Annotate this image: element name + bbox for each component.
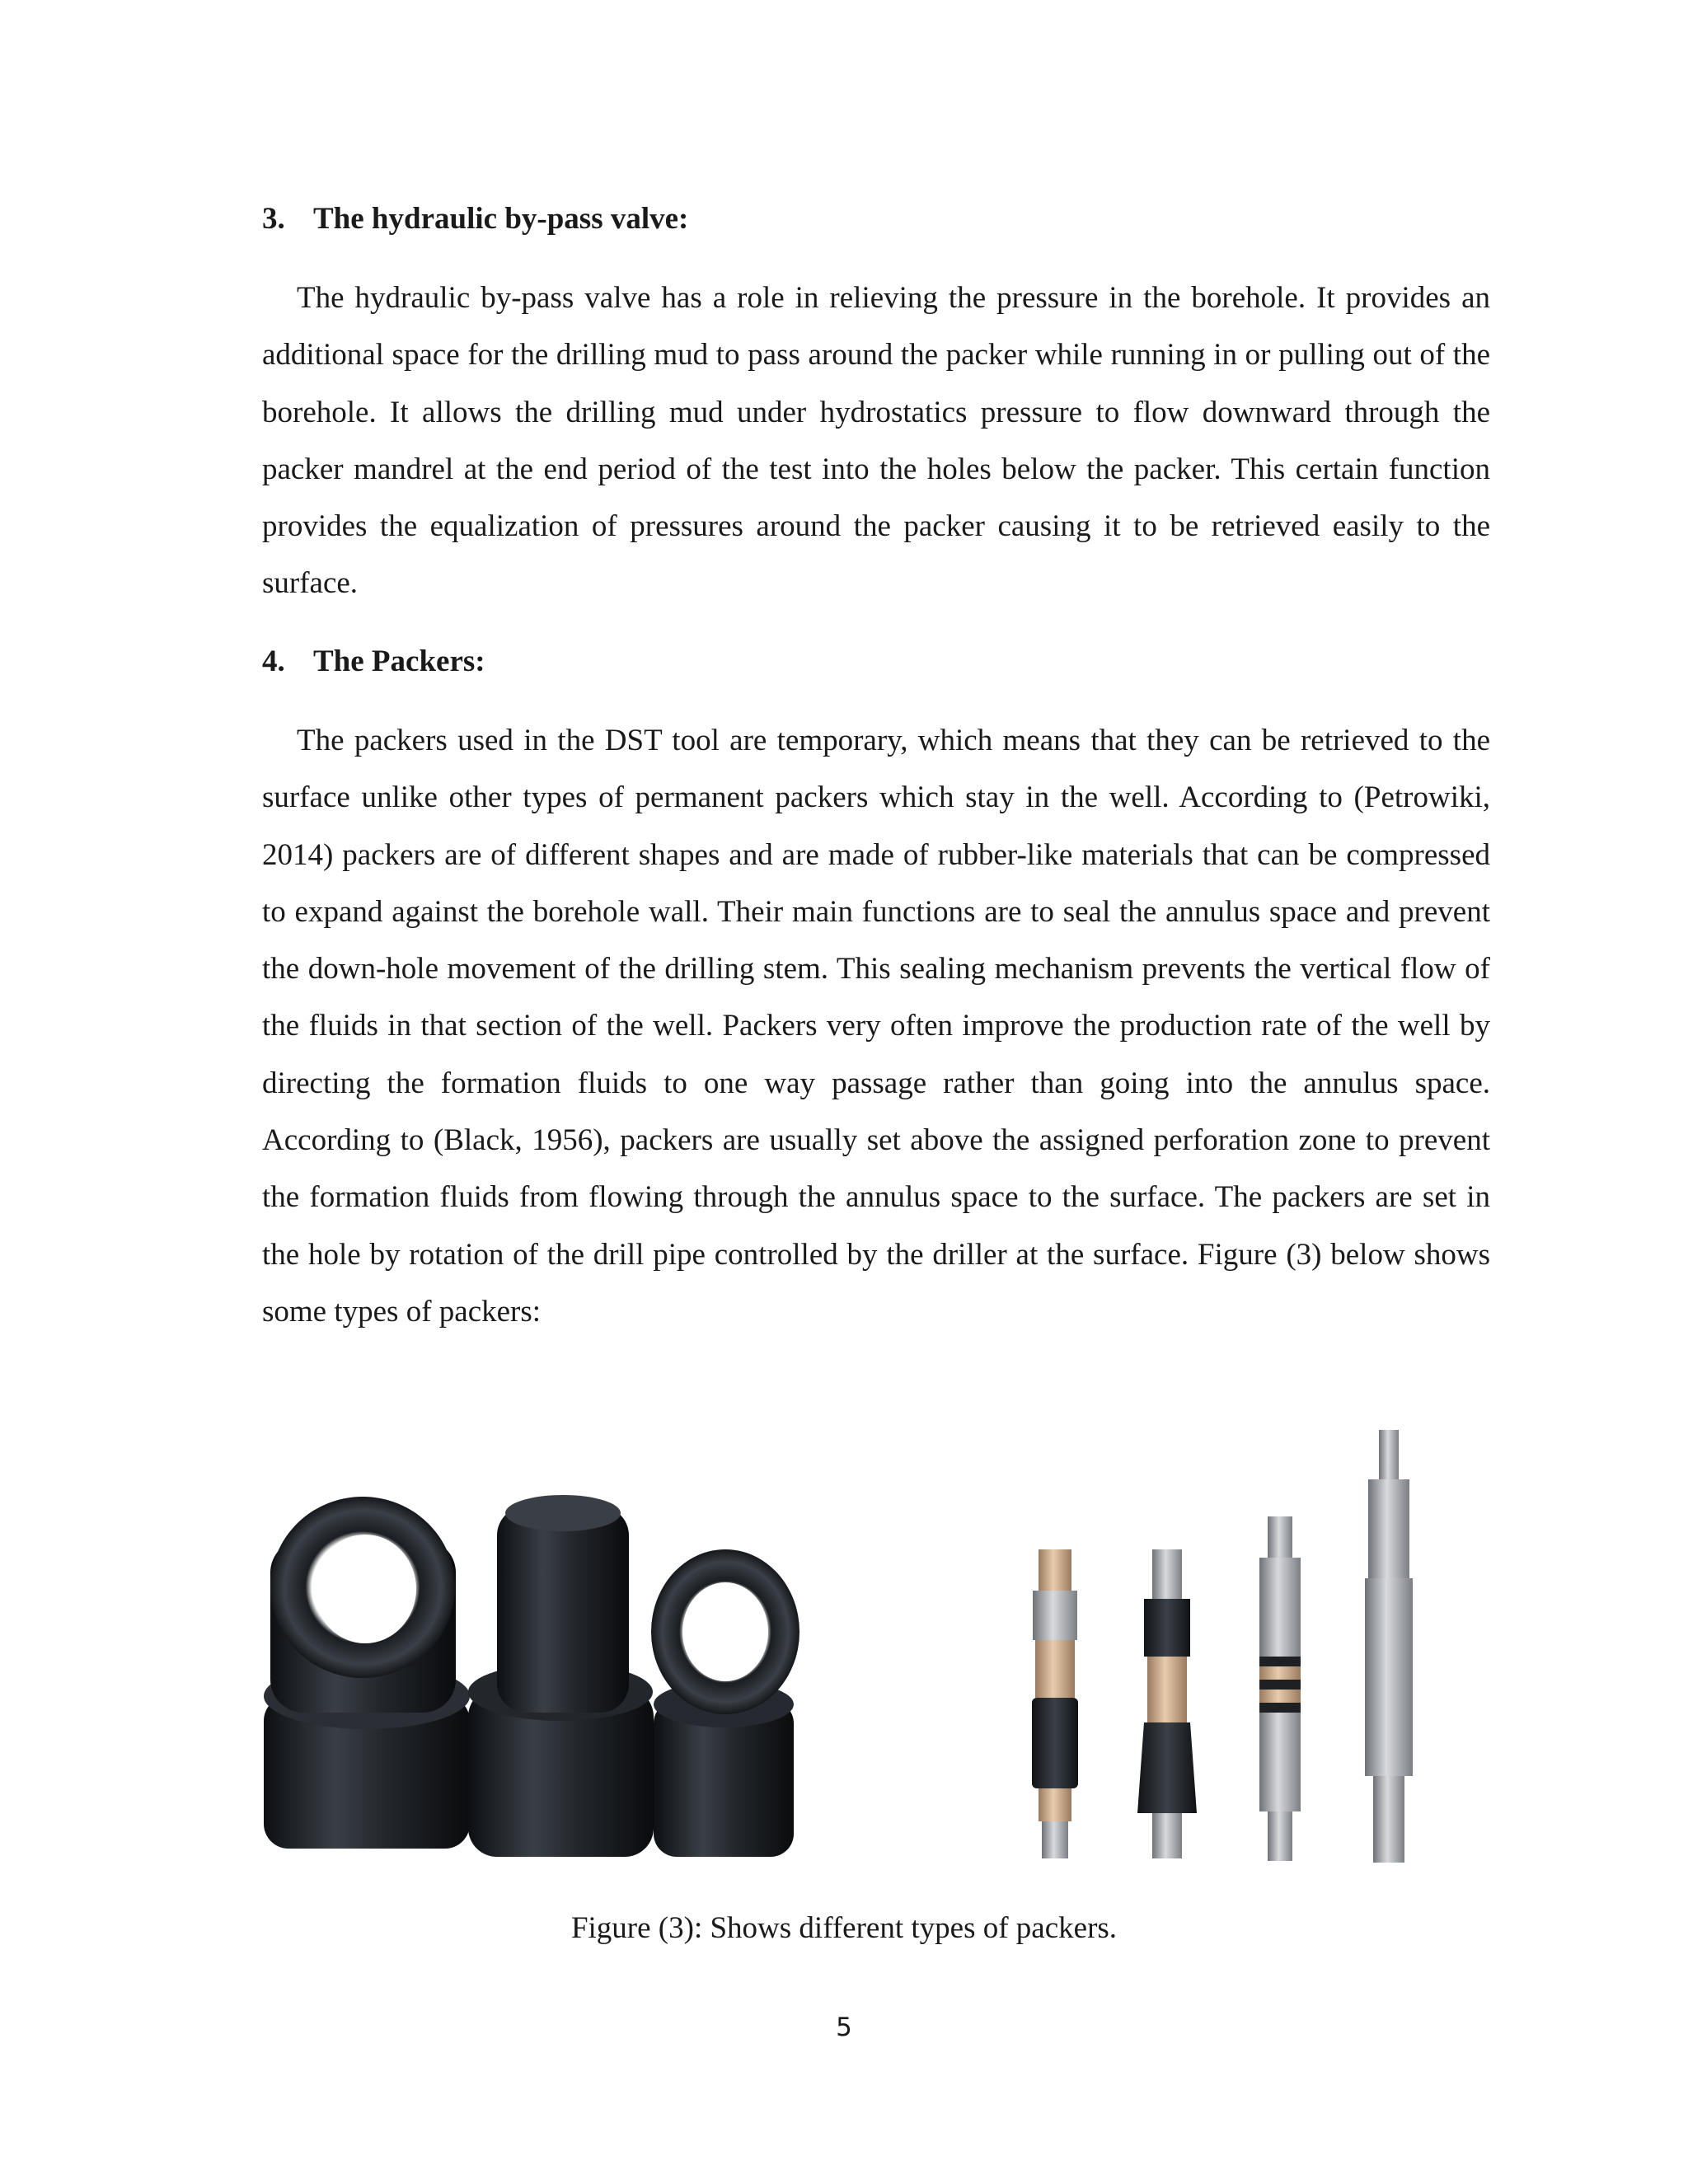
section-3-title: The hydraulic by-pass valve: (313, 202, 689, 236)
section-3-paragraph: The hydraulic by-pass valve has a role in relieving the pressure in the borehole. It provides an additional space for the drilling mud to pass around the packer while running in or pulling out of the borehole. It allows the drilling mud under hydrostatics pressure to flow downward through the packer mandrel at the end period of the test into the holes below the packer. This certain function provides the equalization of pressures around the packer causing it to be retrieved easily to the surface. (262, 281, 1490, 601)
section-3-heading (262, 201, 688, 237)
section-3-number: 3. (262, 202, 285, 236)
section-4-heading (262, 644, 485, 680)
rubber-packer-elements-image (262, 1490, 806, 1863)
page-number: 5 (836, 2013, 852, 2042)
figure-caption: Figure (3): Shows different types of packers. (570, 1911, 1118, 1945)
section-4-paragraph: The packers used in the DST tool are temporary, which means that they can be retrieved to the surface unlike other types of permanent packers which stay in the well. According to (Petrowiki, 2014) packers are of different shapes and are made of rubber-like materials that can be compressed to expand against the borehole wall. Their main functions are to seal the annulus space and prevent the down-hole movement of the drilling stem. This sealing mechanism prevents the vertical flow of the fluids in that section of the well. Packers very often improve the production rate of the well by directing the formation fluids to one way passage rather than going into the annulus space. According to (Black, 1956), packers are usually set above the assigned perforation zone to prevent the formation fluids from flowing through the annulus space to the surface. The packers are set in the hole by rotation of the drill pipe controlled by the driller at the surface. Figure (3) below shows some types of packers: (262, 724, 1490, 1329)
section-4-title: The Packers: (313, 644, 485, 678)
dst-packer-tools-image (1020, 1426, 1449, 1871)
section-4-number: 4. (262, 644, 285, 678)
